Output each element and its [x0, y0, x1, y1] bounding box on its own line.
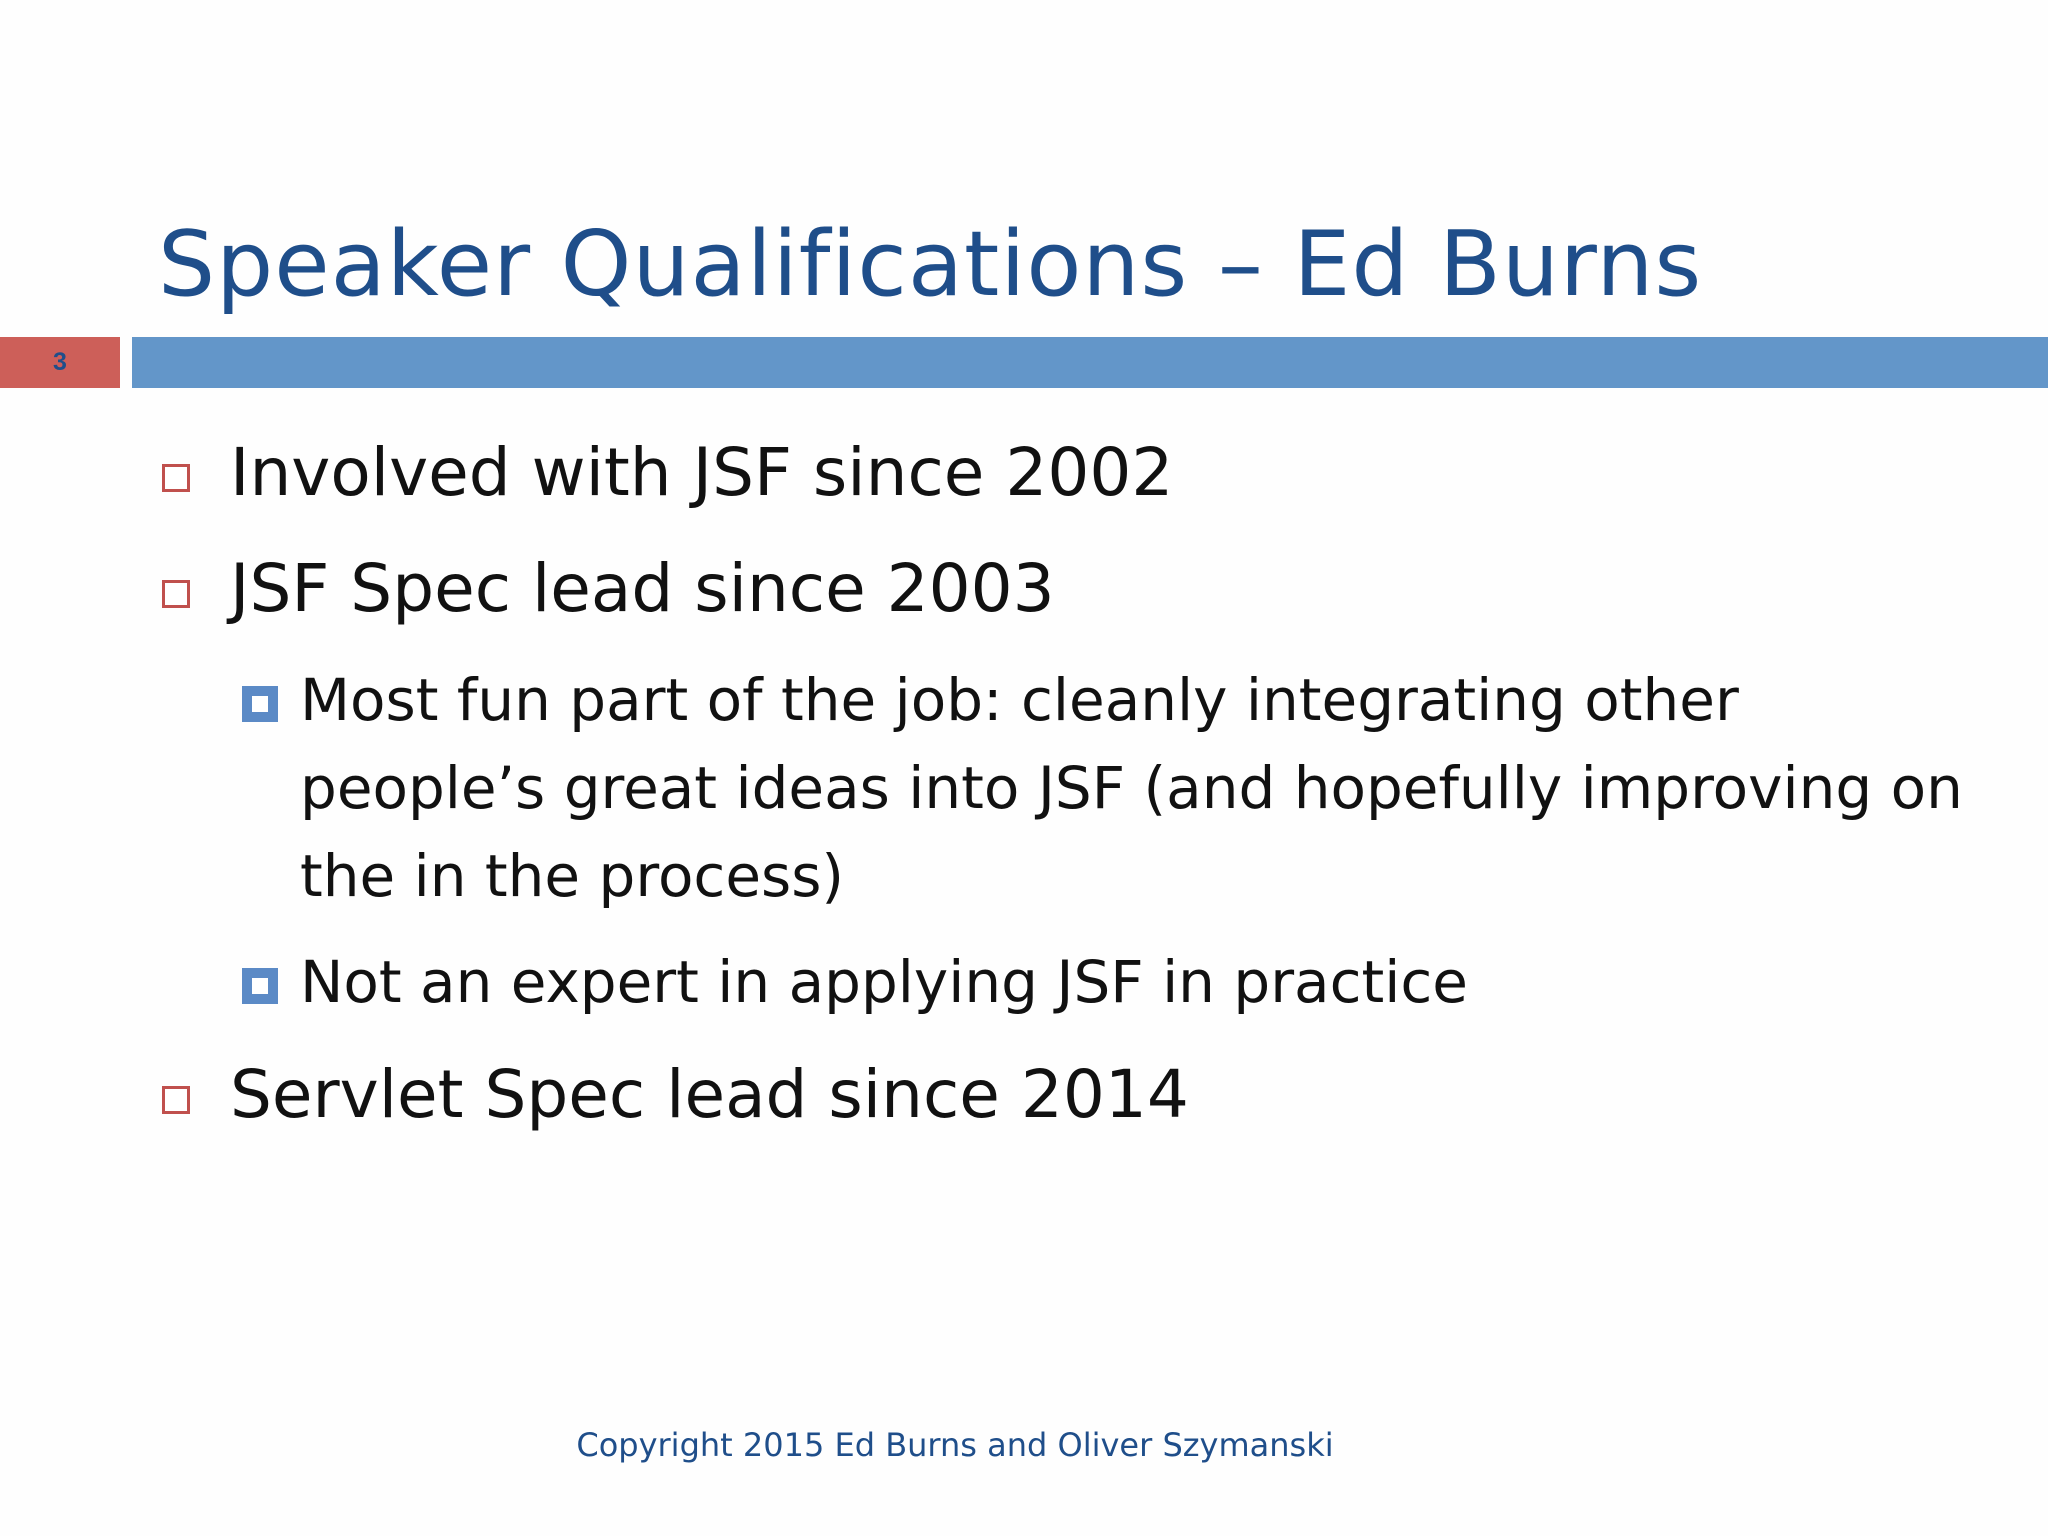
- filled-square-icon: [242, 686, 278, 722]
- bullet-text: Servlet Spec lead since 2014: [230, 1056, 1189, 1133]
- sub-bullet-text: Most fun part of the job: cleanly integrating other people’s great ideas into JSF (and hopefully improving on the in the process): [300, 666, 1963, 910]
- bullet-text: JSF Spec lead since 2003: [230, 550, 1055, 627]
- slide-number: 3: [53, 348, 67, 376]
- hollow-square-icon: [162, 1086, 190, 1114]
- hollow-square-icon: [162, 464, 190, 492]
- hollow-square-icon: [162, 580, 190, 608]
- filled-square-icon: [242, 968, 278, 1004]
- slide-footer: Copyright 2015 Ed Burns and Oliver Szymanski: [576, 1426, 1334, 1464]
- bullet-text: Involved with JSF since 2002: [230, 434, 1174, 511]
- sub-bullet-text: Not an expert in applying JSF in practice: [300, 948, 1468, 1016]
- slide-title: Speaker Qualifications – Ed Burns: [158, 212, 1703, 317]
